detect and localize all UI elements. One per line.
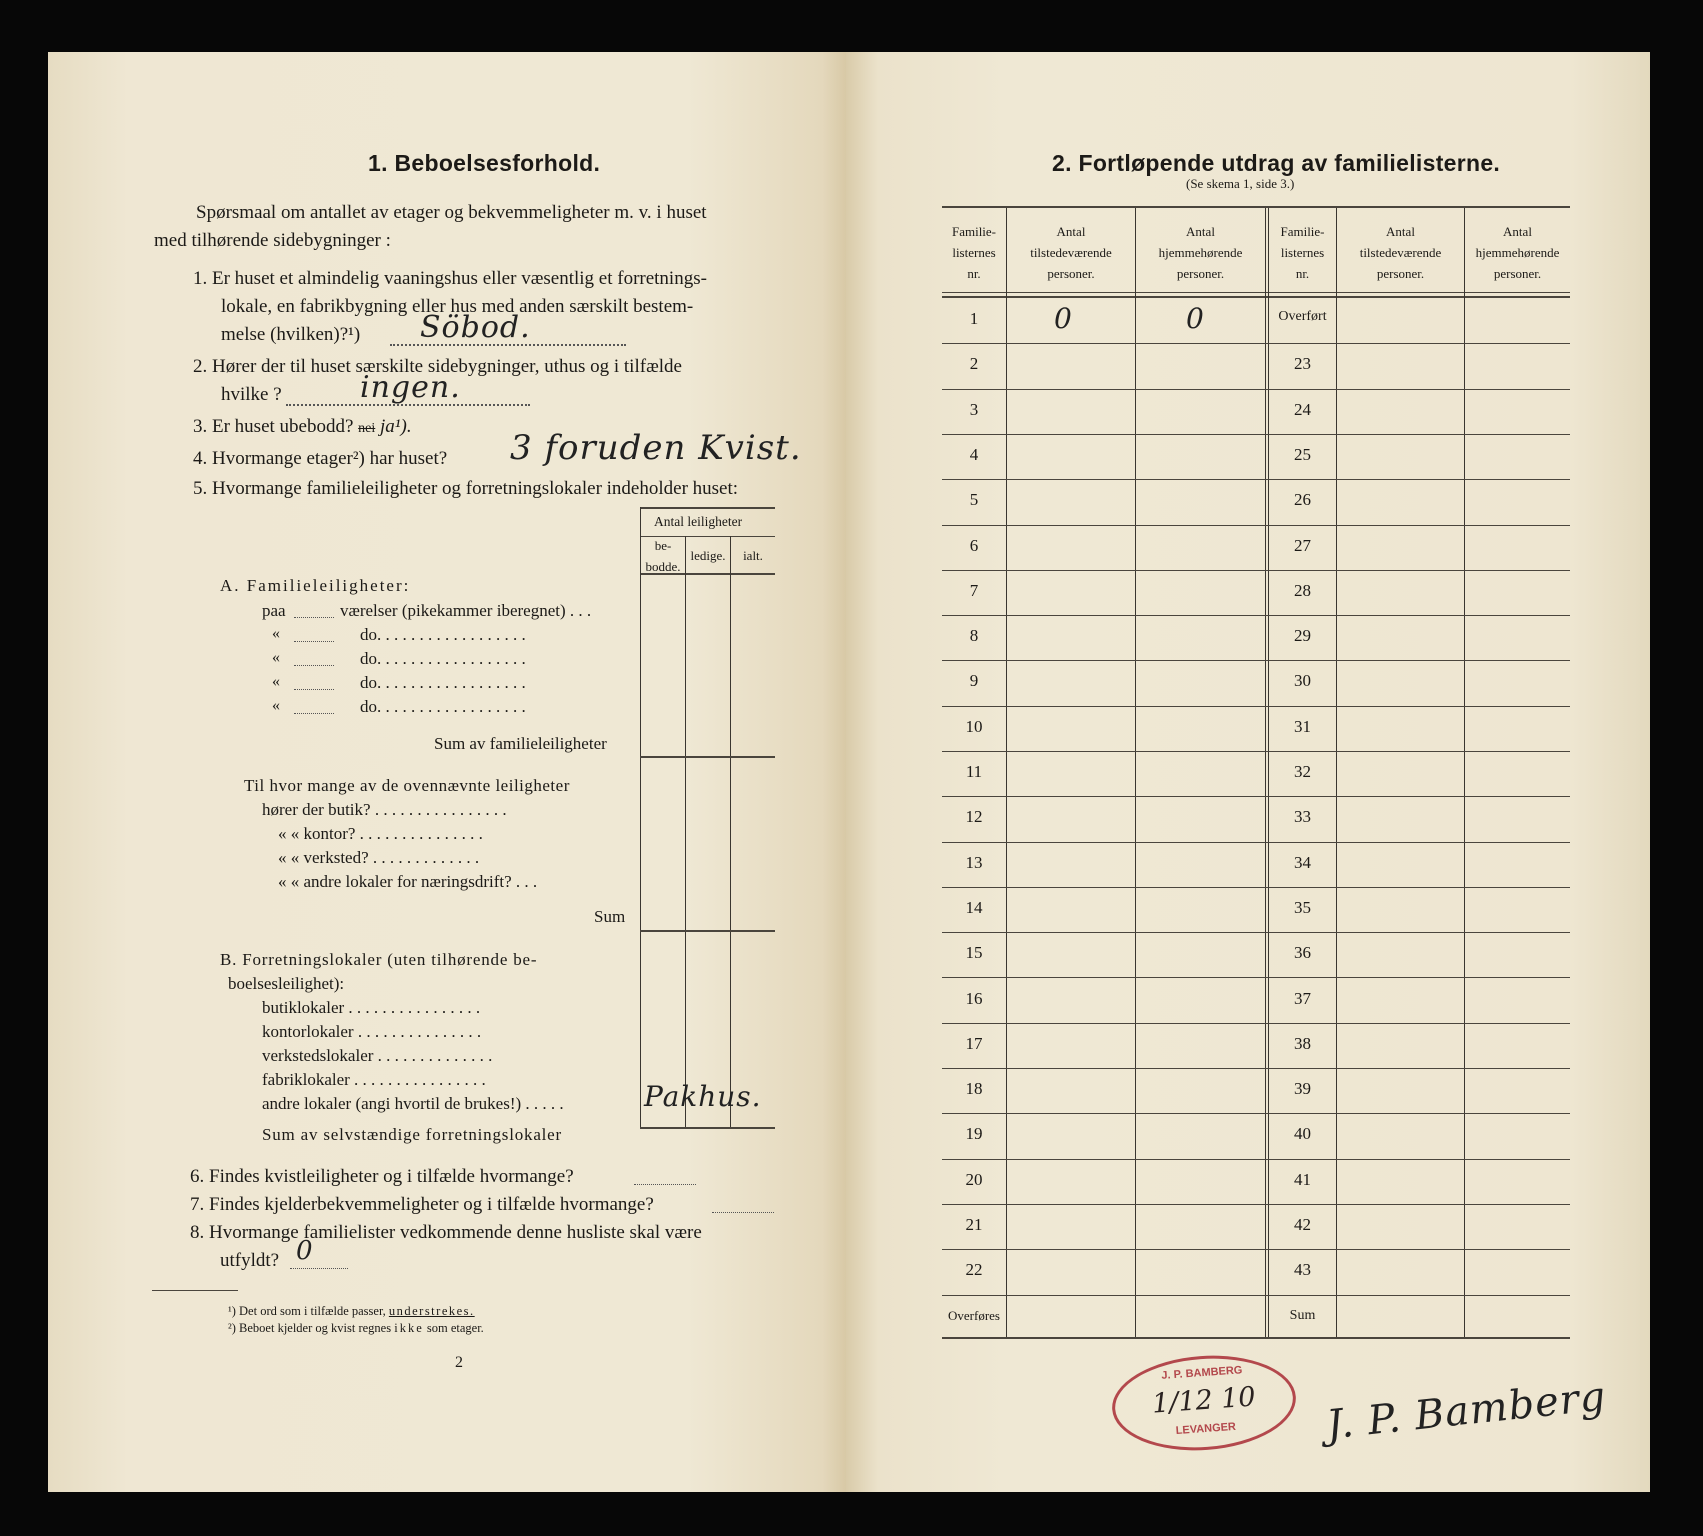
verkstedslokaler-row: verkstedslokaler . . . . . . . . . . . . . . bbox=[262, 1046, 493, 1065]
do-row-3: do. . . . . . . . . . . . . . . . . . bbox=[360, 673, 526, 692]
row-divider bbox=[942, 615, 1570, 616]
row-divider bbox=[942, 932, 1570, 933]
family-list-number: 1 bbox=[969, 309, 979, 328]
do-row-4: do. . . . . . . . . . . . . . . . . . bbox=[360, 697, 526, 716]
family-list-number: 40 bbox=[1294, 1124, 1311, 1143]
kontor-row: « « kontor? . . . . . . . . . . . . . . . bbox=[278, 824, 483, 843]
sum-label: Sum bbox=[594, 907, 626, 926]
q3-struck-word: nei bbox=[358, 421, 376, 436]
section-b-1: B. Forretningslokaler (uten tilhørende be- bbox=[220, 950, 538, 969]
family-list-number: 34 bbox=[1294, 853, 1311, 872]
family-list-number: 32 bbox=[1294, 762, 1311, 781]
col-ledige: ledige. bbox=[690, 548, 726, 563]
family-list-number: 12 bbox=[965, 807, 983, 826]
q1-answer: Söbod. bbox=[420, 310, 531, 345]
family-list-number: 36 bbox=[1294, 943, 1311, 962]
til-hvor: Til hvor mange av de ovennævnte leiligheter bbox=[244, 776, 570, 795]
q2-answer: ingen. bbox=[360, 370, 461, 405]
family-list-number: 19 bbox=[965, 1124, 983, 1143]
q2-line-2: hvilke ? bbox=[221, 384, 282, 405]
header-familienr-left: Familie- listernes nr. bbox=[951, 224, 997, 281]
row-divider bbox=[942, 1295, 1570, 1296]
paa-label: paa bbox=[262, 601, 286, 620]
row-divider bbox=[942, 570, 1570, 571]
row-divider bbox=[942, 842, 1570, 843]
row-divider bbox=[942, 434, 1570, 435]
table-header: Antal leiligheter bbox=[654, 514, 743, 529]
family-list-number: 2 bbox=[969, 354, 979, 373]
butiklokaler-row: butiklokaler . . . . . . . . . . . . . . . . bbox=[262, 998, 481, 1017]
header-familienr-right: Familie- listernes nr. bbox=[1280, 224, 1325, 281]
row-divider bbox=[942, 389, 1570, 390]
row-divider bbox=[942, 796, 1570, 797]
family-list-number: 7 bbox=[969, 581, 979, 600]
family-list-number: 16 bbox=[965, 989, 983, 1008]
family-list-number: 5 bbox=[969, 490, 979, 509]
q8-answer: 0 bbox=[296, 1236, 314, 1266]
sum-label-right: Sum bbox=[1289, 1308, 1316, 1323]
q4: 4. Hvormange etager²) har huset? bbox=[193, 448, 448, 469]
row1-hjemme-value: 0 bbox=[1186, 302, 1205, 335]
q8-line-1: 8. Hvormange familielister vedkommende denne husliste skal være bbox=[190, 1222, 702, 1243]
family-list-number: 35 bbox=[1294, 898, 1311, 917]
col-bebodde: be- bodde. bbox=[645, 538, 681, 574]
header-tilstede-right: Antal tilstedeværende personer. bbox=[1359, 224, 1442, 281]
family-list-number: 39 bbox=[1294, 1079, 1311, 1098]
vaerelser-row: værelser (pikekammer iberegnet) . . . bbox=[340, 601, 592, 620]
family-list-number: 23 bbox=[1294, 354, 1311, 373]
row-divider bbox=[942, 343, 1570, 344]
row-divider bbox=[942, 1023, 1570, 1024]
family-list-number: 31 bbox=[1294, 717, 1311, 736]
section-2-title: 2. Fortløpende utdrag av familielisterne. bbox=[1052, 150, 1501, 176]
intro-line-1: Spørsmaal om antallet av etager og bekvemmeligheter m. v. i huset bbox=[196, 202, 707, 223]
row-divider bbox=[942, 1159, 1570, 1160]
section-a: A. Familieleiligheter: bbox=[220, 576, 411, 595]
signature: J. P. Bamberg bbox=[1324, 1373, 1609, 1449]
family-list-number: 9 bbox=[969, 671, 979, 690]
row-divider bbox=[942, 479, 1570, 480]
family-list-number: 20 bbox=[965, 1170, 983, 1189]
family-list-number: 21 bbox=[965, 1215, 983, 1234]
section-2-subtitle: (Se skema 1, side 3.) bbox=[1186, 176, 1295, 191]
kontorlokaler-row: kontorlokaler . . . . . . . . . . . . . . . bbox=[262, 1022, 482, 1041]
family-list-number: 10 bbox=[965, 717, 983, 736]
family-list-number: 8 bbox=[969, 626, 979, 645]
footnote-1: ¹) Det ord som i tilfælde passer, understrekes. bbox=[228, 1304, 475, 1318]
fabriklokaler-row: fabriklokaler . . . . . . . . . . . . . . . . bbox=[262, 1070, 486, 1089]
header-hjemme-right: Antal hjemmehørende personer. bbox=[1475, 224, 1560, 281]
q4-answer: 3 foruden Kvist. bbox=[510, 428, 802, 468]
section-b-2: boelsesleilighet): bbox=[228, 974, 345, 993]
sum-fam: Sum av familieleiligheter bbox=[434, 734, 607, 753]
family-list-number: 28 bbox=[1294, 581, 1311, 600]
family-list-number: 25 bbox=[1294, 445, 1311, 464]
family-list-number: 26 bbox=[1294, 490, 1311, 509]
family-list-number: 38 bbox=[1294, 1034, 1311, 1053]
q6: 6. Findes kvistleiligheter og i tilfælde hvormange? bbox=[190, 1166, 574, 1187]
family-list-number: 15 bbox=[965, 943, 983, 962]
row-divider bbox=[942, 1068, 1570, 1069]
row-divider bbox=[942, 1113, 1570, 1114]
overfores-label: Overføres bbox=[948, 1308, 1000, 1323]
family-list-number: 14 bbox=[965, 898, 983, 917]
page-number: 2 bbox=[455, 1354, 463, 1371]
intro-line-2: med tilhørende sidebygninger : bbox=[154, 230, 391, 251]
q8-line-2: utfyldt? bbox=[220, 1250, 280, 1271]
row-divider bbox=[942, 1204, 1570, 1205]
family-list-number: 37 bbox=[1294, 989, 1311, 1008]
sum-b: Sum av selvstændige forretningslokaler bbox=[262, 1125, 562, 1144]
family-list-number: 33 bbox=[1294, 807, 1311, 826]
row-divider bbox=[942, 887, 1570, 888]
row-divider bbox=[942, 706, 1570, 707]
family-list-number: 22 bbox=[965, 1260, 983, 1279]
q2-line-1: 2. Hører der til huset særskilte sidebygninger, uthus og i tilfælde bbox=[193, 356, 682, 377]
family-list-number: 18 bbox=[965, 1079, 983, 1098]
q1-line-3: melse (hvilken)?¹) bbox=[221, 324, 361, 345]
q7: 7. Findes kjelderbekvemmeligheter og i tilfælde hvormange? bbox=[190, 1194, 654, 1215]
row-divider bbox=[942, 977, 1570, 978]
family-list-number: 6 bbox=[969, 536, 979, 555]
family-list-number: 29 bbox=[1294, 626, 1311, 645]
family-list-number: 42 bbox=[1294, 1215, 1311, 1234]
row-divider bbox=[942, 751, 1570, 752]
footnote-2: ²) Beboet kjelder og kvist regnes ikke som etager. bbox=[228, 1321, 484, 1335]
row-divider bbox=[942, 1249, 1570, 1250]
q1-line-1: 1. Er huset et almindelig vaaningshus eller væsentlig et forretnings- bbox=[193, 268, 707, 289]
family-list-number: 41 bbox=[1294, 1170, 1311, 1189]
andre-lokaler-row: andre lokaler (angi hvortil de brukes!) . . . . . bbox=[262, 1094, 564, 1113]
family-list-number: 13 bbox=[965, 853, 983, 872]
family-list-number: 43 bbox=[1294, 1260, 1311, 1279]
family-list-number: 3 bbox=[969, 400, 979, 419]
butik-row: hører der butik? . . . . . . . . . . . . . . . . bbox=[262, 800, 507, 819]
verksted-row: « « verksted? . . . . . . . . . . . . . bbox=[278, 848, 480, 867]
row-divider bbox=[942, 525, 1570, 526]
q1-line-2: lokale, en fabrikbygning eller hus med anden særskilt bestem- bbox=[221, 296, 694, 317]
family-list-number: 27 bbox=[1294, 536, 1311, 555]
family-list-number: 17 bbox=[965, 1034, 983, 1053]
family-list-number: 24 bbox=[1294, 400, 1311, 419]
row-divider bbox=[942, 660, 1570, 661]
col-ialt: ialt. bbox=[743, 548, 763, 563]
section-1-title: 1. Beboelsesforhold. bbox=[368, 150, 601, 176]
do-row-1: do. . . . . . . . . . . . . . . . . . bbox=[360, 625, 526, 644]
family-list-number: 4 bbox=[969, 445, 979, 464]
header-hjemme-left: Antal hjemmehørende personer. bbox=[1158, 224, 1243, 281]
header-tilstede-left: Antal tilstedeværende personer. bbox=[1030, 224, 1112, 281]
family-list-number: 30 bbox=[1294, 671, 1311, 690]
do-row-2: do. . . . . . . . . . . . . . . . . . bbox=[360, 649, 526, 668]
family-list-number: 11 bbox=[965, 762, 983, 781]
row1-tilstede-value: 0 bbox=[1054, 302, 1073, 335]
andre-row: « « andre lokaler for næringsdrift? . . . bbox=[278, 872, 538, 891]
q3: 3. Er huset ubebodd? nei ja¹). bbox=[193, 416, 412, 437]
overfort-label: Overført bbox=[1278, 309, 1327, 324]
q5: 5. Hvormange familieleiligheter og forretningslokaler indeholder huset: bbox=[193, 478, 739, 499]
andre-lokaler-answer: Pakhus. bbox=[644, 1080, 762, 1113]
date-stamp: J. P. BAMBERG 1/12 10 LEVANGER bbox=[1109, 1350, 1299, 1457]
